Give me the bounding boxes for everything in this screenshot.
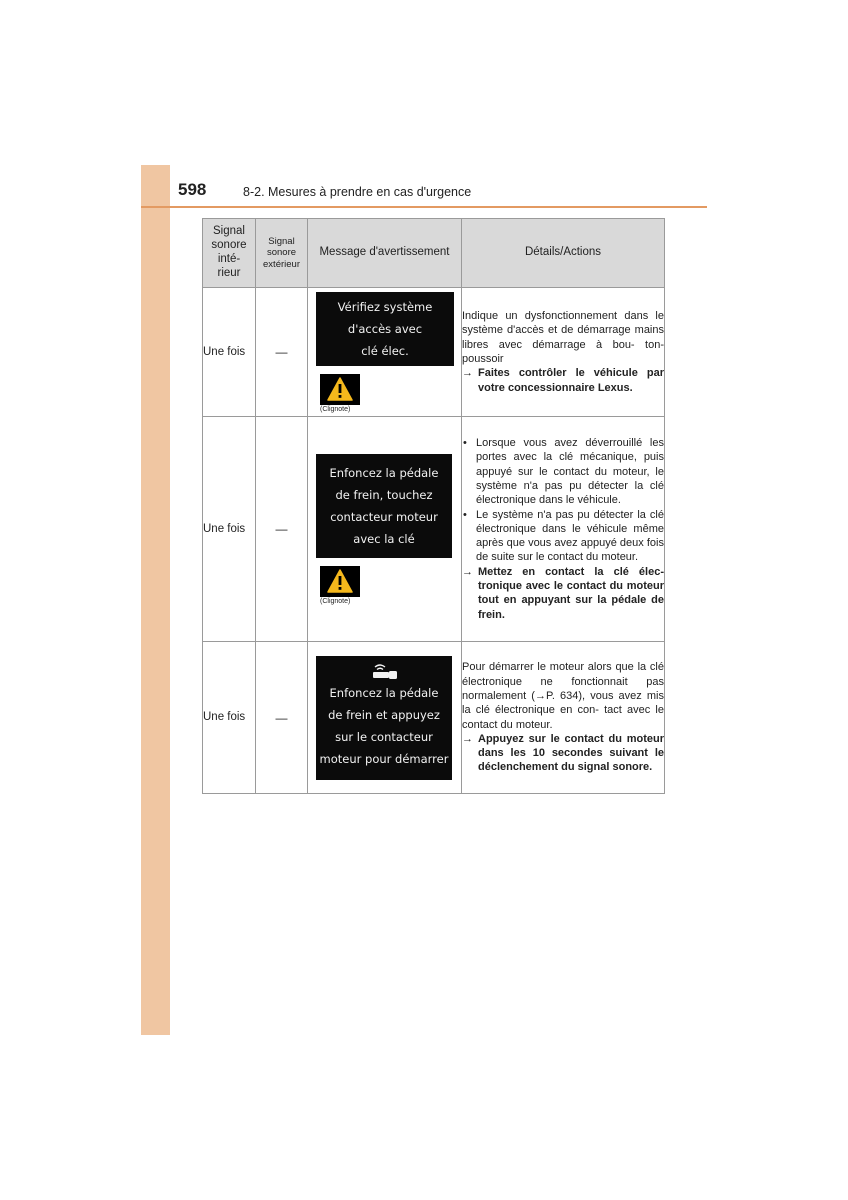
screen-line: Enfoncez la pédale xyxy=(329,685,439,700)
header-interior-signal: Signal sonore inté- rieur xyxy=(203,219,256,288)
action-text: Mettez en contact la clé élec- tronique avec le contact du moteur tout en appuyant sur la pédale de frein. xyxy=(478,565,664,621)
screen-line: moteur pour démarrer xyxy=(319,751,449,766)
warning-triangle-icon xyxy=(320,566,360,597)
display-screen xyxy=(316,656,452,780)
details-cell xyxy=(462,642,665,794)
action-line xyxy=(462,366,664,395)
table-row xyxy=(203,288,665,417)
display-screen xyxy=(316,454,452,558)
details-cell xyxy=(462,417,665,642)
screen-line: de frein, touchez xyxy=(335,487,433,502)
arrow-right-icon: → xyxy=(462,367,473,380)
table-header-row xyxy=(203,219,665,288)
message-cell xyxy=(308,642,462,794)
action-text: Faites contrôler le véhicule par votre concessionnaire Lexus. xyxy=(478,367,664,394)
side-color-band xyxy=(141,165,170,1035)
message-cell xyxy=(308,288,462,417)
table-row xyxy=(203,417,665,642)
warning-table xyxy=(202,218,665,794)
screen-line: Enfoncez la pédale xyxy=(329,465,439,480)
header-rule xyxy=(141,206,707,208)
action-text: Appuyez sur le contact du moteur dans les 10 secondes suivant le déclenchement du signal sonore. xyxy=(478,732,664,774)
screen-line: Vérifiez système xyxy=(337,299,433,314)
exterior-signal-cell: — xyxy=(256,288,308,417)
details-bullet: • Le système n'a pas pu détecter la clé électronique dans le véhicule même après que vous avez appuyé deux fois de suite sur le contact du moteur. xyxy=(463,508,664,564)
screen-line: de frein et appuyez xyxy=(328,707,440,722)
blink-caption: (Clignote) xyxy=(320,597,351,605)
action-line xyxy=(462,565,664,622)
interior-signal-cell: Une fois xyxy=(203,417,256,642)
interior-signal-cell: Une fois xyxy=(203,642,256,794)
bullet-text: Lorsque vous avez déverrouillé les portes avec la clé mécanique, puis appuyé sur le contact du moteur, le système n'a pas pu détecter la clé électronique dans le véhicule. xyxy=(476,437,664,507)
details-bullet: • Lorsque vous avez déverrouillé les portes avec la clé mécanique, puis appuyé sur le contact du moteur, le système n'a pas pu détecter la clé électronique dans le véhicule. xyxy=(463,437,664,507)
header-exterior-signal: Signal sonore extérieur xyxy=(256,219,308,288)
details-text: Pour démarrer le moteur alors que la clé électronique ne fonctionnait pas normalement (→P. 634), vous avez mis la clé électronique en con- tact avec le contact du moteur. xyxy=(462,661,664,731)
blink-caption: (Clignote) xyxy=(320,405,351,413)
section-title: 8-2. Mesures à prendre en cas d'urgence xyxy=(243,185,472,199)
message-cell xyxy=(308,417,462,642)
screen-line: avec la clé xyxy=(353,531,415,546)
warning-indicator xyxy=(320,374,461,413)
header-details-actions: Détails/Actions xyxy=(462,219,665,288)
screen-line: contacteur moteur xyxy=(330,509,438,524)
table-row xyxy=(203,642,665,794)
display-screen xyxy=(316,292,454,366)
details-cell xyxy=(462,288,665,417)
screen-line: sur le contacteur xyxy=(335,729,433,744)
screen-line: d'accès avec xyxy=(347,321,423,336)
arrow-right-icon: → xyxy=(462,732,473,745)
interior-signal-cell: Une fois xyxy=(203,288,256,417)
action-line xyxy=(462,732,664,775)
electronic-key-icon xyxy=(316,662,452,682)
warning-triangle-icon xyxy=(320,374,360,405)
details-text: Indique un dysfonctionnement dans le système d'accès et de démarrage mains libres avec démarrage à bou- ton-poussoir xyxy=(462,310,664,365)
arrow-right-icon: → xyxy=(462,565,473,578)
header-warning-message: Message d'avertissement xyxy=(308,219,462,288)
page-number: 598 xyxy=(178,180,207,199)
warning-indicator xyxy=(320,566,461,605)
exterior-signal-cell: — xyxy=(256,642,308,794)
exterior-signal-cell: — xyxy=(256,417,308,642)
screen-line: clé élec. xyxy=(361,343,409,358)
bullet-text: Le système n'a pas pu détecter la clé électronique dans le véhicule même après que vous avez appuyé deux fois de suite sur le contact du moteur. xyxy=(476,508,664,564)
